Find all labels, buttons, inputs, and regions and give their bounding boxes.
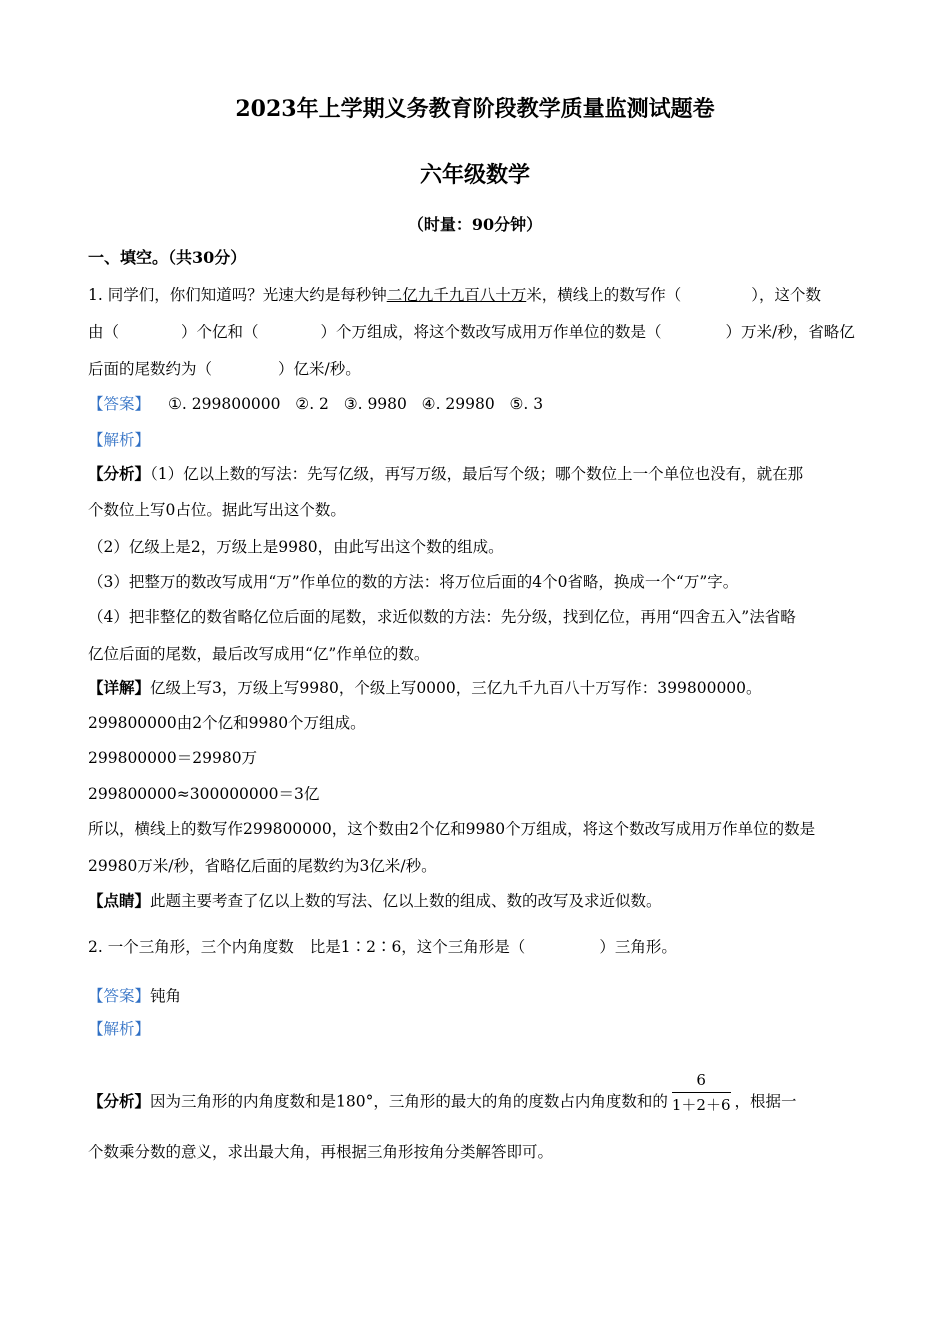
q1-jiexi-label: 【解析】	[88, 431, 151, 449]
q1-fenxi-6: 亿位后面的尾数，最后改写成用“亿”作单位的数。	[88, 645, 430, 663]
q2-jiexi-label: 【解析】	[88, 1020, 151, 1038]
q1-answer: 【答案】 ①. 299800000 ②. 2 ③. 9980 ④. 29980 ⑤. 3	[88, 395, 544, 413]
q1-xiangjie-6: 29980万米/秒，省略亿后面的尾数约为3亿米/秒。	[88, 857, 437, 875]
page-subtitle: 六年级数学	[419, 162, 530, 188]
q1-fenxi-3: （2）亿级上是2，万级上是9980，由此写出这个数的组成。	[88, 538, 504, 556]
q2-answer: 【答案】钝角	[88, 987, 182, 1005]
q1-xiangjie-3: 299800000＝29980万	[88, 749, 258, 767]
dianjing-label: 【点睛】	[88, 891, 151, 910]
section-heading: 一、填空。（共30分）	[88, 248, 247, 267]
q2-fenxi-2: 个数乘分数的意义，求出最大角，再根据三角形按角分类解答即可。	[88, 1143, 554, 1161]
fenxi-label: 【分析】	[88, 1091, 151, 1111]
q1-xiangjie-5: 所以，横线上的数写作299800000，这个数由2个亿和9980个万组成，将这个数改写成用万作单位的数是	[88, 820, 816, 838]
q1-line1: 1. 同学们，你们知道吗？光速大约是每秒钟二亿九千九百八十万米，横线上的数写作（ ），这个数	[88, 286, 822, 304]
fenxi-label: 【分析】	[88, 464, 151, 483]
q1-line3: 后面的尾数约为（ ）亿米/秒。	[88, 360, 361, 378]
xiangjie-label: 【详解】	[88, 678, 151, 697]
q1-fenxi-5: （4）把非整亿的数省略亿位后面的尾数，求近似数的方法：先分级，找到亿位，再用“四舍五入”法省略	[88, 608, 796, 626]
fraction-numerator: 6	[672, 1070, 731, 1093]
fraction-denominator: 1＋2＋6	[671, 1096, 731, 1114]
q2-stem: 2. 一个三角形，三个内角度数 比是1∶2∶6，这个三角形是（ ）三角形。	[88, 938, 677, 956]
exam-time: （时量：90分钟）	[407, 215, 543, 234]
q1-fenxi-2: 个数位上写0占位。据此写出这个数。	[88, 501, 346, 519]
q1-fenxi-1: 【分析】（1）亿以上数的写法：先写亿级，再写万级，最后写个级；哪个数位上一个单位也没有，就在那	[88, 464, 804, 483]
answer-label: 【答案】	[88, 987, 151, 1005]
q1-xiangjie-1: 【详解】亿级上写3，万级上写9980，个级上写0000，三亿九千九百八十万写作：399800000。	[88, 678, 762, 697]
answer-label: 【答案】	[88, 395, 151, 413]
fraction	[672, 1070, 731, 1115]
q1-xiangjie-4: 299800000≈300000000＝3亿	[88, 785, 320, 803]
q1-dianjing: 【点睛】此题主要考查了亿以上数的写法、亿以上数的组成、数的改写及求近似数。	[88, 891, 662, 910]
q1-xiangjie-2: 299800000由2个亿和9980个万组成。	[88, 714, 366, 732]
underlined-number-text: 二亿九千九百八十万	[386, 286, 527, 304]
q2-fenxi-1: 【分析】因为三角形的内角度数和是180°，三角形的最大的角的度数占内角度数和的 $\frac{6}{1+2+6}$ ，根据一	[88, 1071, 797, 1114]
q1-line2: 由（ ）个亿和（ ）个万组成，将这个数改写成用万作单位的数是（ ）万米/秒，省略亿	[88, 323, 855, 341]
q1-fenxi-4: （3）把整万的数改写成用“万”作单位的数的方法：将万位后面的4个0省略，换成一个“万”字。	[88, 573, 739, 591]
page-title: 2023年上学期义务教育阶段教学质量监测试题卷	[235, 96, 715, 122]
